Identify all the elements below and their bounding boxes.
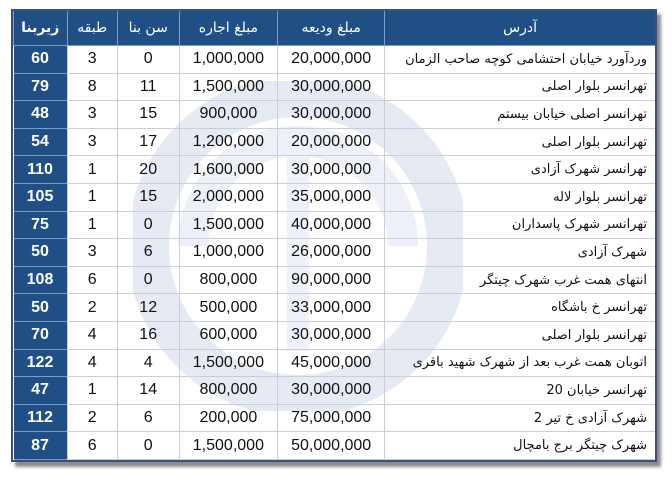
area-cell: 110 [14,156,68,184]
floor-cell: 8 [67,73,117,101]
area-cell: 50 [14,294,68,322]
rent-column-header: مبلغ اجاره [179,11,278,46]
deposit-cell: 30,000,000 [278,321,385,349]
area-cell: 75 [14,211,68,239]
rent-cell: 1,600,000 [179,156,278,184]
rent-cell: 500,000 [179,294,278,322]
floor-column-header: طبقه [67,11,117,46]
rental-listings-table-frame [11,9,657,462]
table-row [14,46,656,74]
rent-cell: 200,000 [179,404,278,432]
rent-cell: 1,000,000 [179,239,278,267]
rent-cell: 600,000 [179,321,278,349]
rent-cell: 800,000 [179,266,278,294]
deposit-cell: 20,000,000 [278,46,385,74]
building-age-cell: 20 [117,156,179,184]
table-row [14,101,656,129]
floor-cell: 6 [67,266,117,294]
area-cell: 48 [14,101,68,129]
building-age-cell: 11 [117,73,179,101]
address-cell: تهرانسر بلوار اصلی [385,128,655,156]
building-age-cell: 0 [117,46,179,74]
address-cell: شهرک آزادی خ تیر 2 [385,404,655,432]
table-row [14,432,656,460]
building-age-cell: 17 [117,128,179,156]
deposit-cell: 90,000,000 [278,266,385,294]
address-column-header: آدرس [385,11,655,46]
table-row [14,321,656,349]
floor-cell: 3 [67,46,117,74]
address-cell: اتوبان همت غرب بعد از شهرک شهید باقری [385,349,655,377]
rent-cell: 1,500,000 [179,73,278,101]
floor-cell: 3 [67,101,117,129]
building-age-cell: 4 [117,349,179,377]
building-age-cell: 6 [117,239,179,267]
area-cell: 79 [14,73,68,101]
deposit-column-header: مبلغ ودیعه [278,11,385,46]
deposit-cell: 20,000,000 [278,128,385,156]
floor-cell: 2 [67,404,117,432]
rental-listings-table [13,11,655,460]
deposit-cell: 30,000,000 [278,101,385,129]
deposit-cell: 45,000,000 [278,349,385,377]
rent-cell: 1,500,000 [179,211,278,239]
address-cell: تهرانسر بلوار اصلی [385,73,655,101]
deposit-cell: 50,000,000 [278,432,385,460]
area-cell: 105 [14,183,68,211]
rent-cell: 1,200,000 [179,128,278,156]
area-cell: 70 [14,321,68,349]
floor-cell: 2 [67,294,117,322]
floor-cell: 1 [67,156,117,184]
table-row [14,128,656,156]
area-cell: 122 [14,349,68,377]
rent-cell: 800,000 [179,377,278,405]
floor-cell: 3 [67,239,117,267]
table-row [14,211,656,239]
deposit-cell: 30,000,000 [278,73,385,101]
area-cell: 108 [14,266,68,294]
floor-cell: 3 [67,128,117,156]
table-row [14,156,656,184]
building-age-cell: 16 [117,321,179,349]
rent-cell: 1,000,000 [179,46,278,74]
area-cell: 112 [14,404,68,432]
building-age-cell: 15 [117,101,179,129]
floor-cell: 6 [67,432,117,460]
address-cell: تهرانسر بلوار اصلی [385,321,655,349]
table-row [14,404,656,432]
building-age-cell: 14 [117,377,179,405]
floor-cell: 4 [67,321,117,349]
deposit-cell: 33,000,000 [278,294,385,322]
address-cell: تهرانسر اصلی خیابان بیستم [385,101,655,129]
area-cell: 60 [14,46,68,74]
building-age-column-header: سن بنا [117,11,179,46]
table-row [14,239,656,267]
building-age-cell: 0 [117,266,179,294]
area-cell: 50 [14,239,68,267]
table-row [14,266,656,294]
address-cell: وردآورد خیابان احتشامی کوچه صاحب الزمان [385,46,655,74]
table-body [14,46,656,460]
table-row [14,377,656,405]
table-row [14,294,656,322]
table-header-row [14,11,656,46]
deposit-cell: 30,000,000 [278,377,385,405]
address-cell: شهرک آزادی [385,239,655,267]
floor-cell: 1 [67,377,117,405]
deposit-cell: 26,000,000 [278,239,385,267]
floor-cell: 1 [67,211,117,239]
deposit-cell: 40,000,000 [278,211,385,239]
area-cell: 47 [14,377,68,405]
building-age-cell: 0 [117,432,179,460]
rent-cell: 900,000 [179,101,278,129]
address-cell: تهرانسر بلوار لاله [385,183,655,211]
building-age-cell: 6 [117,404,179,432]
deposit-cell: 75,000,000 [278,404,385,432]
address-cell: تهرانسر خ باشگاه [385,294,655,322]
table-row [14,73,656,101]
address-cell: تهرانسر شهرک آزادی [385,156,655,184]
building-age-cell: 12 [117,294,179,322]
rent-cell: 1,500,000 [179,349,278,377]
building-age-cell: 15 [117,183,179,211]
deposit-cell: 30,000,000 [278,156,385,184]
address-cell: تهرانسر خیابان 20 [385,377,655,405]
table-row [14,183,656,211]
building-age-cell: 0 [117,211,179,239]
floor-cell: 1 [67,183,117,211]
table-row [14,349,656,377]
address-cell: تهرانسر شهرک پاسداران [385,211,655,239]
deposit-cell: 35,000,000 [278,183,385,211]
floor-cell: 4 [67,349,117,377]
address-cell: انتهای همت غرب شهرک چیتگر [385,266,655,294]
area-cell: 54 [14,128,68,156]
area-cell: 87 [14,432,68,460]
rent-cell: 2,000,000 [179,183,278,211]
area-column-header: زیربنا [14,11,68,46]
rent-cell: 1,500,000 [179,432,278,460]
address-cell: شهرک چیتگر برج بامچال [385,432,655,460]
